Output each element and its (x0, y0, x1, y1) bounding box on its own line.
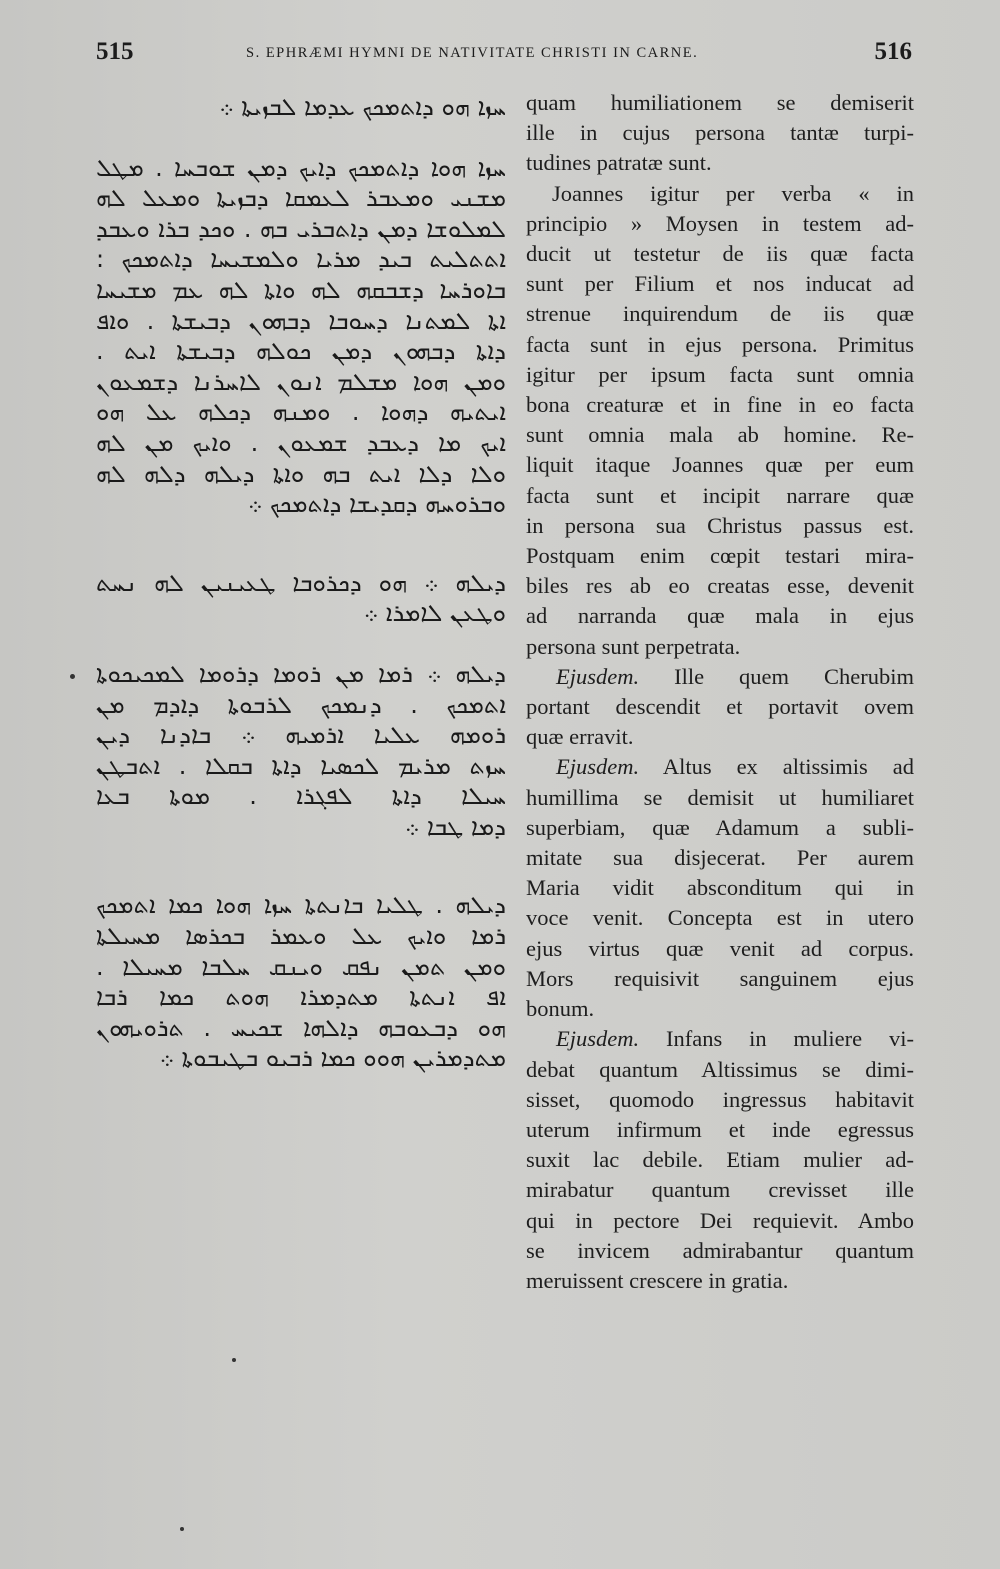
latin-line: Postquam enim cœpit testari mira- (526, 543, 914, 569)
latin-line: bonum. (526, 996, 595, 1022)
latin-line: persona sunt perpetrata. (526, 633, 741, 659)
latin-text: Ille quem Cherubim (639, 663, 914, 689)
latin-line: debat quantum Altissimus se dimi- (526, 1056, 914, 1082)
page-number-left: 515 (96, 38, 134, 65)
latin-line: meruissent crescere in gratia. (526, 1267, 789, 1293)
latin-line: ducit ut testetur de iis quæ facta (526, 241, 914, 267)
syriac-line: ܕܐܬܐ ܕܒܗܘܢ ܕܡܢ ܟܘܠܗ ܕܒܝܫܬܐ ܐܝܬ . (96, 337, 506, 366)
page-speck (232, 1358, 236, 1362)
page-speck (70, 674, 75, 679)
latin-text: Altus ex altissimis ad (639, 754, 914, 780)
latin-line: facta sunt et incipit narrare quæ (526, 482, 914, 508)
latin-line: facta sunt in ejus persona. Primitus (526, 331, 914, 357)
syriac-line: ܐܬܬܠܝܬ ܒܝܕ ܡܪܝܐ ܘܠܡܫܝܚܐ ܕܐܬܡܟܟ : (96, 245, 506, 274)
latin-line: quæ erravit. (526, 724, 634, 750)
latin-line: voce venit. Concepta est in utero (526, 905, 914, 931)
latin-line: igitur per ipsum facta sunt omnia (526, 361, 914, 387)
latin-line: ad narranda quæ mala in ejus (526, 603, 914, 629)
syriac-line: ܡܬܕܡܪܝܢ ܗܘܘ ܟܡܐ ܪܒܝܘ ܒܛܝܒܘܬܐ ܀ (159, 1044, 506, 1073)
syriac-block-3 (96, 659, 506, 843)
running-title: S. EPHRÆMI HYMNI DE NATIVITATE CHRISTI IN CARNE. (246, 45, 699, 61)
syriac-line: ܡܫܢܝ ܘܡܥܒܪ ܠܥܡܩܐ ܕܒܙܝܬܐ ܘܡܥܠ ܠܗ (96, 184, 506, 213)
syriac-line: ܪܡܐ ܘܐܝܟ ܥܠ ܘܥܡܪ ܒܟܪܣܐ ܡܚܝܠܬܐ (96, 922, 506, 951)
syriac-line: ܐܦ ܐܢܬܬܐ ܡܬܕܡܪܐ ܗܘܬ ܟܡܐ ܪܒܐ (96, 983, 506, 1012)
latin-line: sunt omnia mala ab homine. Re- (526, 422, 914, 448)
syriac-line: ܚܝܠܐ ܕܐܬܐ ܠܦܓܪܐ . ܡܘܬܐ ܒܥܐ (96, 782, 506, 811)
syriac-line: ܐܬܐ ܠܡܬܢܐ ܕܚܘܒܐ ܕܒܗܘܢ ܕܒܝܫܬܐ . ܘܐܦ (96, 306, 506, 335)
syriac-line: ܘܡܢ ܗܘܐ ܡܫܠܡ ܐܢܘܢ ܠܐܚܪܢܐ ܕܫܡܥܘܢ (96, 367, 506, 396)
syriac-line: ܚܙܬ ܡܪܝܡ ܠܟܣܝܐ ܕܐܬܐ ܒܩܠܐ . ܐܬܒܛܢ (96, 751, 506, 780)
latin-paragraph (526, 752, 914, 1024)
latin-paragraph (526, 662, 914, 753)
latin-line: strenue inquirendum de iis quæ (526, 301, 914, 327)
latin-line: qui in pectore Dei requievit. Ambo (526, 1207, 914, 1233)
syriac-line: ܠܡܠܘܫܐ ܕܡܢ ܕܐܬܒܪܝ ܒܗ . ܘܟܕ ܒܪܐ ܘܥܒܕ (96, 214, 506, 243)
syriac-line: ܘܠܐ ܕܠܐ ܐܝܬ ܒܗ ܘܐܬܐ ܕܝܠܗ ܕܠܗ ܠܗ (96, 459, 506, 488)
syriac-line: ܪܘܡܗ ܥܠܝܐ ܐܪܡܝܗ ܀ ܒܐܕܢܐ ܕܝܢ (96, 721, 506, 750)
syriac-line: ܐܝܟ ܡܐ ܕܥܒܕ ܫܡܥܘܢ . ܘܐܝܟ ܡܢ ܠܗ (96, 428, 506, 457)
latin-line: superbiam, quæ Adamum a subli- (526, 814, 914, 840)
page-header (96, 38, 912, 78)
syriac-line: ܒܐܘܪܚܐ ܕܫܒܩܗ ܠܗ ܘܐܬܐ ܠܗ ܥܡ ܡܫܝܚܐ (96, 275, 506, 304)
ejusdem-label: Ejusdem. (556, 754, 640, 780)
ejusdem-label: Ejusdem. (556, 1026, 640, 1052)
ejusdem-label: Ejusdem. (556, 663, 640, 689)
latin-line: Joannes igitur per verba « in (552, 180, 914, 206)
syriac-line: ܘܒܪܘܚܗ ܕܩܕܝܫܐ ܕܐܬܡܟܟ ܀ (247, 490, 506, 519)
latin-line: Mors requisivit sanguinem ejus (526, 965, 914, 991)
latin-paragraph (526, 88, 914, 179)
page-number-right: 516 (874, 38, 912, 65)
latin-line: ejus virtus quæ venit ad corpus. (526, 935, 914, 961)
syriac-line: ܕܝܠܗ ܀ ܗܘ ܕܟܪܘܒܐ ܛܥܝܢܝܢ ܠܗ ܢܚܬ (96, 568, 506, 597)
latin-line: se invicem admirabantur quantum (526, 1237, 914, 1263)
latin-paragraph (526, 1024, 914, 1296)
latin-line: in persona sua Christus passus est. (526, 512, 914, 538)
syriac-block-2 (96, 568, 506, 629)
latin-line: Maria vidit absconditum qui in (526, 875, 914, 901)
latin-line: sunt per Filium et nos inducat ad (526, 271, 914, 297)
latin-line: principio » Moysen in testem ad- (526, 210, 914, 236)
page-speck (180, 1527, 184, 1531)
latin-line: liquit itaque Joannes quæ per eum (526, 452, 914, 478)
syriac-block-4 (96, 890, 506, 1074)
latin-line: bona creaturæ et in fine in eo facta (526, 392, 914, 418)
syriac-line: ܐܬܡܟܟ . ܕܢܡܟܟ ܠܪܒܘܬܐ ܕܐܕܡ ܡܢ (96, 690, 506, 719)
latin-column (526, 88, 914, 1296)
latin-line: ille in cujus persona tantæ turpi- (526, 120, 914, 146)
syriac-column (96, 88, 506, 1074)
latin-line: suxit lac debile. Etiam mulier ad- (526, 1147, 914, 1173)
latin-line: biles res ab eo creatas esse, devenit (526, 573, 914, 599)
syriac-line: ܘܛܥܢ ܠܐܡܪܐ ܀ (363, 599, 506, 628)
syriac-line: ܐܝܬܝܗ ܕܗܘܐ . ܘܡܢܗ ܕܟܠܗ ܥܠ ܗܘ (96, 398, 506, 427)
latin-text: Infans in muliere vi- (639, 1026, 914, 1052)
latin-line: mirabatur quantum crevisset ille (526, 1177, 914, 1203)
syriac-line: ܘܡܢ ܬܡܢ ܢܦܩ ܘܝܢܩ ܚܠܒܐ ܡܚܝܠܐ . (96, 952, 506, 981)
syriac-line: ܕܝܠܗ ܀ ܪܡܐ ܡܢ ܪܘܡܐ ܕܪܘܡܐ ܠܡܟܝܟܘܬܐ (96, 659, 506, 688)
latin-line: humillima se demisit ut humiliaret (526, 784, 914, 810)
syriac-line: ܚܙܐ ܗܘ ܕܐܬܡܟܟ ܥܕܡܐ ܠܒܙܝܬܐ ܀ (219, 93, 506, 121)
syriac-line: ܕܡܐ ܛܒܐ ܀ (404, 812, 506, 841)
syriac-block-1 (96, 92, 506, 520)
latin-paragraph (526, 179, 914, 662)
latin-line: quam humiliationem se demiserit (526, 90, 914, 115)
syriac-line: ܗܘ ܕܒܥܘܒܗ ܕܐܠܗܐ ܫܟܝܚ . ܬܪܘܝܗܘܢ (96, 1013, 506, 1042)
latin-line: uterum infirmum et inde egressus (526, 1116, 914, 1142)
latin-line: sisset, quomodo ingressus habitavit (526, 1086, 914, 1112)
latin-line: mitate sua disjecerat. Per aurem (526, 845, 914, 871)
latin-line: portant descendit et portavit ovem (526, 694, 914, 720)
syriac-line: ܕܝܠܗ . ܛܠܝܐ ܒܐܢܬܬܐ ܚܙܐ ܗܘܐ ܟܡܐ ܐܬܡܟܟ (96, 891, 506, 920)
latin-line: tudines patratæ sunt. (526, 150, 712, 176)
syriac-line: ܚܙܐ ܗܘܐ ܕܐܬܡܟܟ ܕܐܝܟ ܕܡܢ ܫܘܒܚܐ . ܡܛܠ (96, 153, 506, 182)
